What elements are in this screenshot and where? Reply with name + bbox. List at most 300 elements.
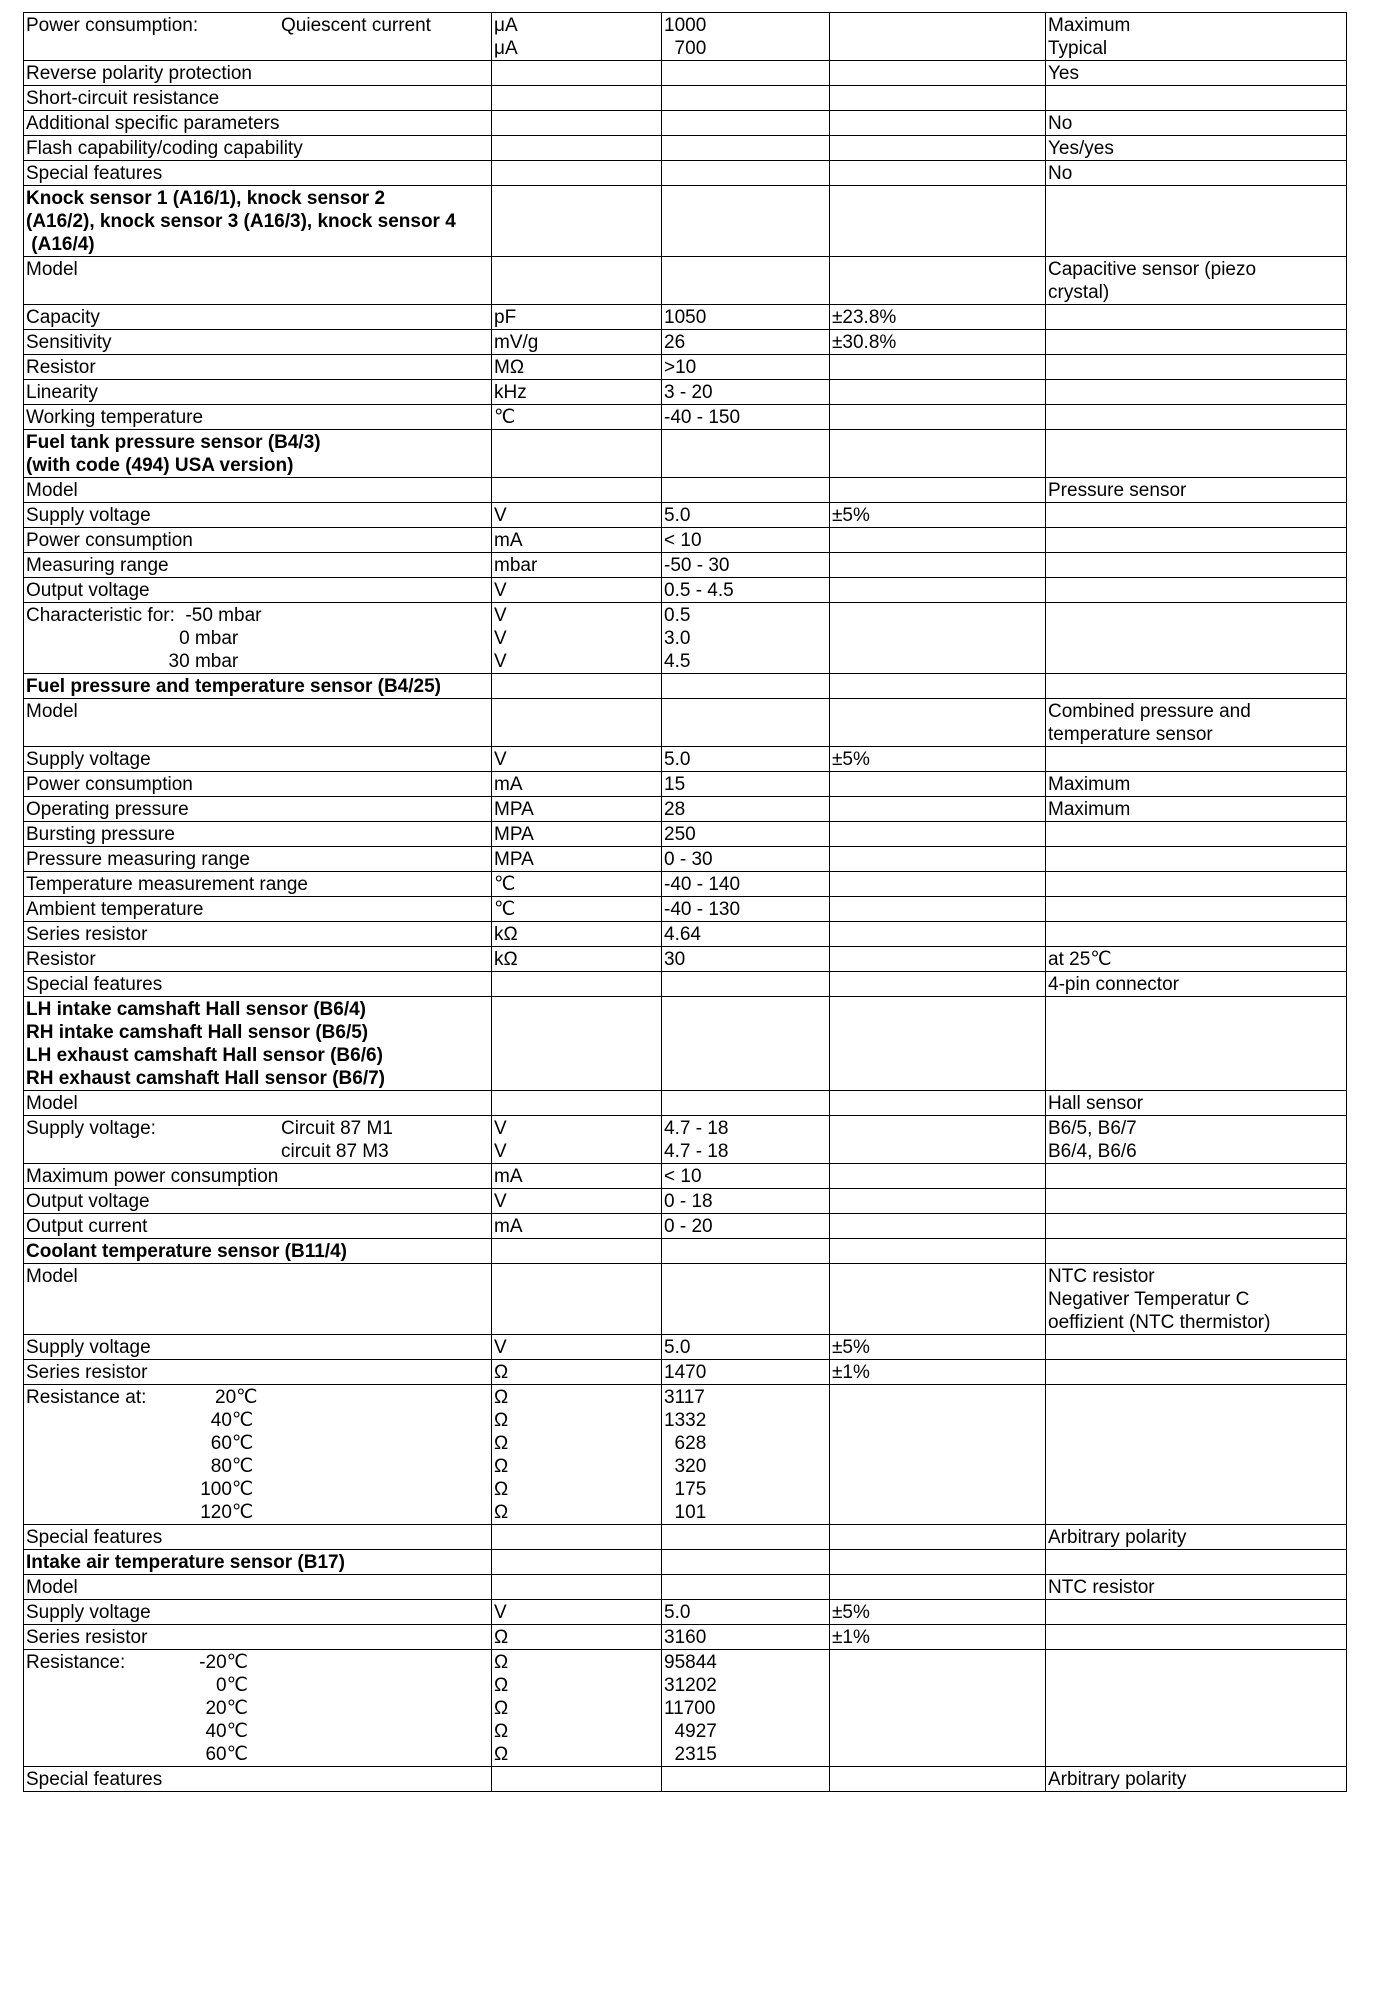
- value-cell: [662, 186, 830, 257]
- value-cell: 3117 1332 628 320 175 101: [662, 1385, 830, 1525]
- param-cell: Model: [24, 478, 492, 503]
- param-cell: Maximum power consumption: [24, 1164, 492, 1189]
- remark-cell: Maximum Typical: [1046, 13, 1347, 61]
- tolerance-cell: [830, 1214, 1046, 1239]
- tolerance-cell: ±5%: [830, 503, 1046, 528]
- value-cell: [662, 430, 830, 478]
- value-cell: 5.0: [662, 1335, 830, 1360]
- tolerance-cell: [830, 1239, 1046, 1264]
- value-cell: 5.0: [662, 1600, 830, 1625]
- param-cell: Coolant temperature sensor (B11/4): [24, 1239, 492, 1264]
- param-cell: Supply voltage: [24, 1335, 492, 1360]
- value-cell: 1050: [662, 305, 830, 330]
- unit-cell: mbar: [492, 553, 662, 578]
- param-cell: Model: [24, 1091, 492, 1116]
- table-row: [24, 822, 1347, 847]
- param-cell: Model: [24, 257, 492, 305]
- unit-cell: [492, 136, 662, 161]
- remark-cell: [1046, 355, 1347, 380]
- unit-cell: mA: [492, 1214, 662, 1239]
- unit-cell: [492, 111, 662, 136]
- value-cell: 0 - 20: [662, 1214, 830, 1239]
- remark-cell: [1046, 603, 1347, 674]
- tolerance-cell: [830, 186, 1046, 257]
- value-cell: >10: [662, 355, 830, 380]
- table-row: [24, 947, 1347, 972]
- param-cell: Special features: [24, 1767, 492, 1792]
- param-cell: Output voltage: [24, 1189, 492, 1214]
- unit-cell: [492, 1264, 662, 1335]
- param-detail: Quiescent current: [281, 15, 431, 36]
- tolerance-cell: [830, 1575, 1046, 1600]
- tolerance-cell: [830, 1264, 1046, 1335]
- remark-cell: [1046, 1385, 1347, 1525]
- tolerance-cell: [830, 847, 1046, 872]
- remark-cell: [1046, 922, 1347, 947]
- tolerance-cell: ±1%: [830, 1625, 1046, 1650]
- remark-cell: [1046, 330, 1347, 355]
- tolerance-cell: [830, 478, 1046, 503]
- unit-cell: μA μA: [492, 13, 662, 61]
- remark-cell: No: [1046, 111, 1347, 136]
- param-cell: Resistor: [24, 947, 492, 972]
- remark-cell: [1046, 997, 1347, 1091]
- remark-cell: [1046, 1189, 1347, 1214]
- value-cell: [662, 1550, 830, 1575]
- unit-cell: ℃: [492, 897, 662, 922]
- unit-cell: kHz: [492, 380, 662, 405]
- remark-cell: [1046, 528, 1347, 553]
- table-row: [24, 1214, 1347, 1239]
- table-row: [24, 797, 1347, 822]
- value-cell: [662, 61, 830, 86]
- param-cell: Power consumption: [24, 772, 492, 797]
- tolerance-cell: [830, 528, 1046, 553]
- unit-cell: Ω: [492, 1625, 662, 1650]
- tolerance-cell: [830, 1767, 1046, 1792]
- remark-cell: [1046, 553, 1347, 578]
- value-cell: 5.0: [662, 503, 830, 528]
- table-row: [24, 1360, 1347, 1385]
- remark-cell: Maximum: [1046, 772, 1347, 797]
- table-row: [24, 747, 1347, 772]
- table-row: [24, 1767, 1347, 1792]
- tolerance-cell: [830, 13, 1046, 61]
- param-cell: Series resistor: [24, 1625, 492, 1650]
- table-row: [24, 330, 1347, 355]
- table-row: [24, 872, 1347, 897]
- remark-cell: [1046, 1360, 1347, 1385]
- value-cell: [662, 1091, 830, 1116]
- unit-cell: [492, 1525, 662, 1550]
- table-row: [24, 111, 1347, 136]
- value-cell: 0.5 3.0 4.5: [662, 603, 830, 674]
- value-cell: 0.5 - 4.5: [662, 578, 830, 603]
- value-cell: 15: [662, 772, 830, 797]
- table-row: [24, 1625, 1347, 1650]
- value-cell: [662, 997, 830, 1091]
- remark-cell: [1046, 1214, 1347, 1239]
- table-row: [24, 161, 1347, 186]
- remark-cell: [1046, 1239, 1347, 1264]
- tolerance-cell: [830, 355, 1046, 380]
- value-cell: 0 - 18: [662, 1189, 830, 1214]
- unit-cell: mA: [492, 772, 662, 797]
- param-cell: Special features: [24, 1525, 492, 1550]
- remark-cell: [1046, 847, 1347, 872]
- table-row: [24, 553, 1347, 578]
- unit-cell: [492, 186, 662, 257]
- remark-cell: [1046, 897, 1347, 922]
- unit-cell: [492, 972, 662, 997]
- param-cell: Intake air temperature sensor (B17): [24, 1550, 492, 1575]
- remark-cell: [1046, 86, 1347, 111]
- tolerance-cell: ±1%: [830, 1360, 1046, 1385]
- param-cell: [24, 13, 492, 61]
- table-row: [24, 1264, 1347, 1335]
- remark-cell: Hall sensor: [1046, 1091, 1347, 1116]
- remark-cell: Arbitrary polarity: [1046, 1767, 1347, 1792]
- unit-cell: [492, 86, 662, 111]
- param-label: Supply voltage:: [26, 1118, 156, 1139]
- param-cell: Resistance at: 20℃ 40℃ 60℃ 80℃ 100℃ 120℃: [24, 1385, 492, 1525]
- remark-cell: Arbitrary polarity: [1046, 1525, 1347, 1550]
- tolerance-cell: [830, 797, 1046, 822]
- remark-cell: Yes/yes: [1046, 136, 1347, 161]
- param-cell: Output current: [24, 1214, 492, 1239]
- value-cell: 4.64: [662, 922, 830, 947]
- table-row: [24, 355, 1347, 380]
- value-cell: [662, 111, 830, 136]
- unit-cell: MΩ: [492, 355, 662, 380]
- unit-cell: Ω Ω Ω Ω Ω Ω: [492, 1385, 662, 1525]
- value-cell: -40 - 130: [662, 897, 830, 922]
- unit-cell: mV/g: [492, 330, 662, 355]
- value-cell: [662, 1525, 830, 1550]
- table-row: [24, 380, 1347, 405]
- remark-cell: [1046, 1164, 1347, 1189]
- value-cell: 4.7 - 18 4.7 - 18: [662, 1116, 830, 1164]
- tolerance-cell: [830, 1189, 1046, 1214]
- unit-cell: V: [492, 1335, 662, 1360]
- tolerance-cell: ±30.8%: [830, 330, 1046, 355]
- remark-cell: [1046, 1625, 1347, 1650]
- param-cell: Characteristic for: -50 mbar 0 mbar 30 mbar: [24, 603, 492, 674]
- section-header-row: [24, 997, 1347, 1091]
- value-cell: 250: [662, 822, 830, 847]
- tolerance-cell: [830, 822, 1046, 847]
- tolerance-cell: [830, 947, 1046, 972]
- unit-cell: ℃: [492, 405, 662, 430]
- unit-cell: MPA: [492, 797, 662, 822]
- tolerance-cell: [830, 430, 1046, 478]
- remark-cell: B6/5, B6/7 B6/4, B6/6: [1046, 1116, 1347, 1164]
- param-label: Power consumption:: [26, 15, 199, 36]
- value-cell: 26: [662, 330, 830, 355]
- unit-cell: kΩ: [492, 922, 662, 947]
- tolerance-cell: [830, 380, 1046, 405]
- spec-table: [23, 12, 1347, 1792]
- table-row: [24, 136, 1347, 161]
- remark-cell: [1046, 747, 1347, 772]
- unit-cell: V: [492, 747, 662, 772]
- remark-cell: Pressure sensor: [1046, 478, 1347, 503]
- unit-cell: V: [492, 1600, 662, 1625]
- section-header-row: [24, 1239, 1347, 1264]
- unit-cell: [492, 430, 662, 478]
- unit-cell: [492, 478, 662, 503]
- param-cell: Knock sensor 1 (A16/1), knock sensor 2 (A16/2), knock sensor 3 (A16/3), knock sensor 4 (A16/4): [24, 186, 492, 257]
- table-row: [24, 1650, 1347, 1767]
- table-row: [24, 1600, 1347, 1625]
- unit-cell: [492, 1767, 662, 1792]
- tolerance-cell: [830, 872, 1046, 897]
- param-cell: Temperature measurement range: [24, 872, 492, 897]
- tolerance-cell: [830, 136, 1046, 161]
- remark-cell: [1046, 872, 1347, 897]
- tolerance-cell: [830, 997, 1046, 1091]
- tolerance-cell: [830, 61, 1046, 86]
- remark-cell: [1046, 1335, 1347, 1360]
- remark-cell: No: [1046, 161, 1347, 186]
- spec-table-container: [23, 12, 1346, 1792]
- param-cell: Special features: [24, 161, 492, 186]
- unit-cell: V: [492, 1189, 662, 1214]
- value-cell: 0 - 30: [662, 847, 830, 872]
- unit-cell: MPA: [492, 847, 662, 872]
- unit-cell: [492, 61, 662, 86]
- table-row: [24, 1164, 1347, 1189]
- value-cell: 1470: [662, 1360, 830, 1385]
- remark-cell: Maximum: [1046, 797, 1347, 822]
- tolerance-cell: [830, 1164, 1046, 1189]
- tolerance-cell: [830, 553, 1046, 578]
- unit-cell: V: [492, 578, 662, 603]
- param-cell: Supply voltage: [24, 1600, 492, 1625]
- remark-cell: [1046, 1600, 1347, 1625]
- table-row: [24, 1335, 1347, 1360]
- unit-cell: mA: [492, 1164, 662, 1189]
- param-cell: Short-circuit resistance: [24, 86, 492, 111]
- table-row: [24, 86, 1347, 111]
- param-cell: Supply voltage: [24, 747, 492, 772]
- param-cell: Measuring range: [24, 553, 492, 578]
- value-cell: -40 - 140: [662, 872, 830, 897]
- unit-cell: [492, 257, 662, 305]
- value-cell: [662, 1239, 830, 1264]
- param-cell: Reverse polarity protection: [24, 61, 492, 86]
- unit-cell: V V V: [492, 603, 662, 674]
- table-row: [24, 528, 1347, 553]
- tolerance-cell: ±5%: [830, 1600, 1046, 1625]
- unit-cell: mA: [492, 528, 662, 553]
- value-cell: [662, 972, 830, 997]
- table-row: [24, 603, 1347, 674]
- param-cell: LH intake camshaft Hall sensor (B6/4) RH intake camshaft Hall sensor (B6/5) LH exhaust camshaft Hall sensor (B6/6) RH exhaust camshaft Hall sensor (B6/7): [24, 997, 492, 1091]
- unit-cell: kΩ: [492, 947, 662, 972]
- value-cell: 30: [662, 947, 830, 972]
- value-cell: < 10: [662, 1164, 830, 1189]
- param-detail: Circuit 87 M1 circuit 87 M3: [281, 1118, 393, 1162]
- remark-cell: [1046, 503, 1347, 528]
- spec-table-body: [24, 13, 1347, 1792]
- table-row: [24, 1116, 1347, 1164]
- table-row: [24, 1575, 1347, 1600]
- table-row: [24, 972, 1347, 997]
- table-row: [24, 503, 1347, 528]
- table-row: [24, 699, 1347, 747]
- param-cell: [24, 1116, 492, 1164]
- value-cell: 5.0: [662, 747, 830, 772]
- tolerance-cell: [830, 111, 1046, 136]
- table-row: [24, 1189, 1347, 1214]
- remark-cell: [1046, 380, 1347, 405]
- unit-cell: MPA: [492, 822, 662, 847]
- param-cell: Resistance: -20℃ 0℃ 20℃ 40℃ 60℃: [24, 1650, 492, 1767]
- table-row: [24, 1091, 1347, 1116]
- param-cell: Operating pressure: [24, 797, 492, 822]
- tolerance-cell: [830, 1550, 1046, 1575]
- remark-cell: [1046, 305, 1347, 330]
- unit-cell: V: [492, 503, 662, 528]
- tolerance-cell: [830, 257, 1046, 305]
- unit-cell: [492, 674, 662, 699]
- param-cell: Linearity: [24, 380, 492, 405]
- section-header-row: [24, 674, 1347, 699]
- param-cell: Model: [24, 1575, 492, 1600]
- tolerance-cell: [830, 897, 1046, 922]
- value-cell: [662, 674, 830, 699]
- value-cell: [662, 478, 830, 503]
- tolerance-cell: [830, 772, 1046, 797]
- tolerance-cell: ±5%: [830, 1335, 1046, 1360]
- table-row: [24, 305, 1347, 330]
- unit-cell: Ω: [492, 1360, 662, 1385]
- table-row: [24, 922, 1347, 947]
- remark-cell: [1046, 1650, 1347, 1767]
- param-cell: Capacity: [24, 305, 492, 330]
- value-cell: [662, 86, 830, 111]
- tolerance-cell: [830, 922, 1046, 947]
- remark-cell: Capacitive sensor (piezo crystal): [1046, 257, 1347, 305]
- value-cell: 3160: [662, 1625, 830, 1650]
- param-cell: Sensitivity: [24, 330, 492, 355]
- value-cell: [662, 1264, 830, 1335]
- table-row: [24, 478, 1347, 503]
- unit-cell: [492, 997, 662, 1091]
- table-row: [24, 1385, 1347, 1525]
- table-row: [24, 13, 1347, 61]
- unit-cell: [492, 1550, 662, 1575]
- unit-cell: V V: [492, 1116, 662, 1164]
- param-cell: Power consumption: [24, 528, 492, 553]
- table-row: [24, 578, 1347, 603]
- tolerance-cell: [830, 1650, 1046, 1767]
- table-row: [24, 405, 1347, 430]
- tolerance-cell: ±23.8%: [830, 305, 1046, 330]
- remark-cell: NTC resistor Negativer Temperatur C oeffizient (NTC thermistor): [1046, 1264, 1347, 1335]
- value-cell: [662, 699, 830, 747]
- param-cell: Resistor: [24, 355, 492, 380]
- remark-cell: [1046, 578, 1347, 603]
- param-cell: Model: [24, 1264, 492, 1335]
- table-row: [24, 847, 1347, 872]
- value-cell: -50 - 30: [662, 553, 830, 578]
- unit-cell: [492, 161, 662, 186]
- value-cell: 28: [662, 797, 830, 822]
- param-cell: Flash capability/coding capability: [24, 136, 492, 161]
- section-header-row: [24, 186, 1347, 257]
- tolerance-cell: [830, 1525, 1046, 1550]
- value-cell: 95844 31202 11700 4927 2315: [662, 1650, 830, 1767]
- param-cell: Bursting pressure: [24, 822, 492, 847]
- value-cell: [662, 1767, 830, 1792]
- remark-cell: [1046, 186, 1347, 257]
- tolerance-cell: [830, 603, 1046, 674]
- tolerance-cell: [830, 86, 1046, 111]
- table-row: [24, 257, 1347, 305]
- section-header-row: [24, 430, 1347, 478]
- table-row: [24, 1525, 1347, 1550]
- remark-cell: 4-pin connector: [1046, 972, 1347, 997]
- param-cell: Supply voltage: [24, 503, 492, 528]
- tolerance-cell: ±5%: [830, 747, 1046, 772]
- param-cell: Output voltage: [24, 578, 492, 603]
- remark-cell: [1046, 405, 1347, 430]
- remark-cell: NTC resistor: [1046, 1575, 1347, 1600]
- param-cell: Pressure measuring range: [24, 847, 492, 872]
- remark-cell: Combined pressure and temperature sensor: [1046, 699, 1347, 747]
- tolerance-cell: [830, 161, 1046, 186]
- value-cell: [662, 136, 830, 161]
- value-cell: 1000 700: [662, 13, 830, 61]
- param-cell: Fuel pressure and temperature sensor (B4/25): [24, 674, 492, 699]
- value-cell: [662, 257, 830, 305]
- param-cell: Model: [24, 699, 492, 747]
- unit-cell: ℃: [492, 872, 662, 897]
- param-cell: Special features: [24, 972, 492, 997]
- remark-cell: Yes: [1046, 61, 1347, 86]
- unit-cell: Ω Ω Ω Ω Ω: [492, 1650, 662, 1767]
- tolerance-cell: [830, 674, 1046, 699]
- value-cell: -40 - 150: [662, 405, 830, 430]
- section-header-row: [24, 1550, 1347, 1575]
- unit-cell: [492, 1575, 662, 1600]
- remark-cell: [1046, 822, 1347, 847]
- param-cell: Series resistor: [24, 922, 492, 947]
- param-cell: Additional specific parameters: [24, 111, 492, 136]
- tolerance-cell: [830, 972, 1046, 997]
- table-row: [24, 897, 1347, 922]
- unit-cell: pF: [492, 305, 662, 330]
- table-row: [24, 772, 1347, 797]
- unit-cell: [492, 1091, 662, 1116]
- unit-cell: [492, 699, 662, 747]
- value-cell: [662, 1575, 830, 1600]
- param-cell: Series resistor: [24, 1360, 492, 1385]
- tolerance-cell: [830, 1385, 1046, 1525]
- tolerance-cell: [830, 405, 1046, 430]
- value-cell: < 10: [662, 528, 830, 553]
- tolerance-cell: [830, 1091, 1046, 1116]
- remark-cell: [1046, 430, 1347, 478]
- remark-cell: at 25℃: [1046, 947, 1347, 972]
- param-cell: Fuel tank pressure sensor (B4/3) (with code (494) USA version): [24, 430, 492, 478]
- remark-cell: [1046, 1550, 1347, 1575]
- value-cell: [662, 161, 830, 186]
- param-cell: Working temperature: [24, 405, 492, 430]
- remark-cell: [1046, 674, 1347, 699]
